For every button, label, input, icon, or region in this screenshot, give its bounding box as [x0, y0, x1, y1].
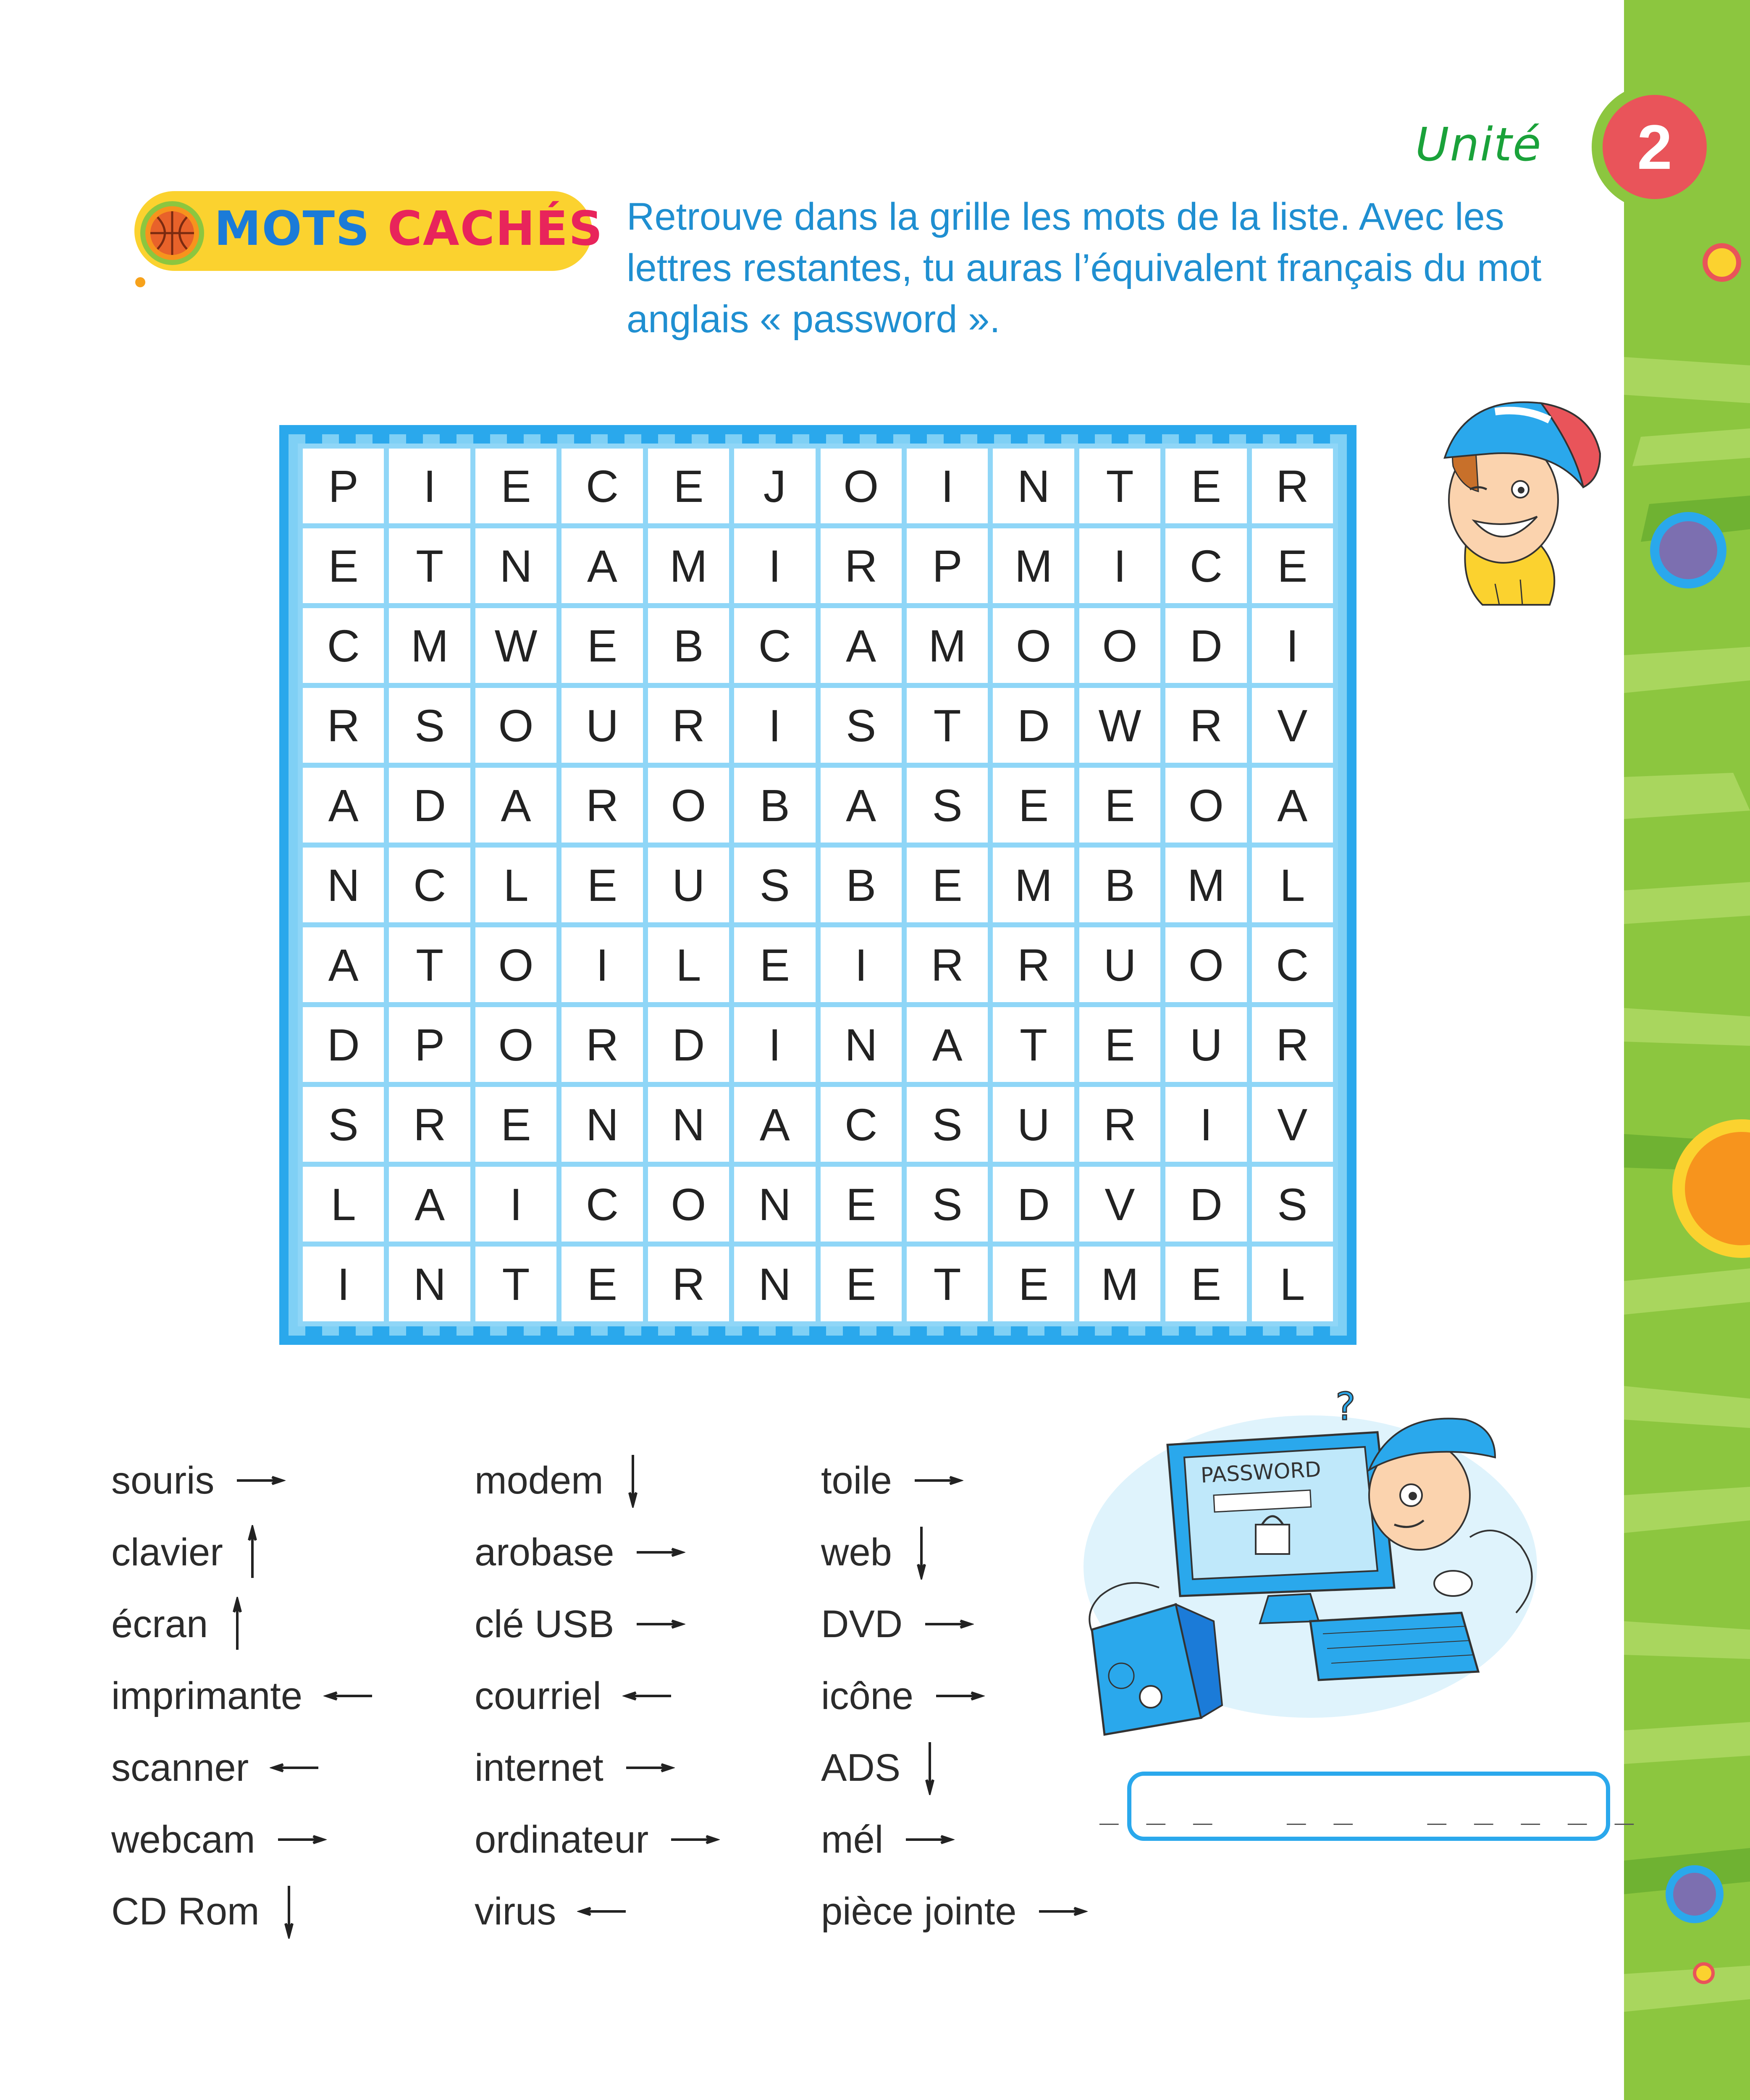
grid-cell[interactable]: N — [561, 1087, 643, 1162]
word-list-item — [111, 1595, 246, 1654]
grid-cell[interactable]: U — [561, 688, 643, 763]
grid-cell[interactable]: M — [389, 608, 470, 683]
grid-cell[interactable]: T — [907, 688, 988, 763]
grid-cell[interactable]: E — [561, 1247, 643, 1321]
grid-cell[interactable]: A — [907, 1007, 988, 1082]
grid-cell[interactable]: R — [993, 927, 1074, 1002]
grid-cell[interactable]: M — [993, 848, 1074, 922]
grid-cell[interactable]: O — [1079, 608, 1160, 683]
word-list-item — [475, 1451, 641, 1510]
screen-password-text: PASSWORD — [1200, 1457, 1322, 1488]
page-title — [214, 202, 603, 256]
grid-cell[interactable]: U — [648, 848, 729, 922]
grid-cell[interactable]: D — [389, 768, 470, 843]
grid-cell[interactable]: E — [1165, 449, 1246, 523]
grid-cell[interactable]: A — [303, 927, 384, 1002]
grid-cell[interactable]: M — [648, 528, 729, 603]
grid-cell[interactable]: R — [561, 768, 643, 843]
grid-cell[interactable]: D — [648, 1007, 729, 1082]
grid-cell[interactable]: D — [1165, 1167, 1246, 1242]
grid-cell[interactable]: O — [475, 1007, 556, 1082]
arrow-right-icon — [934, 1688, 985, 1704]
grid-cell[interactable]: W — [1079, 688, 1160, 763]
grid-cell[interactable]: R — [648, 1247, 729, 1321]
arrow-right-icon — [913, 1472, 963, 1489]
word-list-item — [111, 1810, 327, 1869]
grid-cell[interactable]: L — [648, 927, 729, 1002]
grid-cell[interactable]: I — [734, 1007, 815, 1082]
grid-cell[interactable]: M — [1165, 848, 1246, 922]
grid-cell[interactable]: D — [993, 1167, 1074, 1242]
basketball-icon — [139, 200, 206, 267]
arrow-right-icon — [635, 1544, 685, 1561]
grid-cell[interactable]: I — [734, 688, 815, 763]
grid-cell[interactable]: A — [303, 768, 384, 843]
grid-cell[interactable]: C — [389, 848, 470, 922]
word-text: imprimante — [111, 1674, 303, 1717]
word-list-item — [475, 1882, 627, 1941]
word-text: ordinateur — [475, 1818, 649, 1861]
arrow-left-icon — [622, 1688, 673, 1704]
grid-cell[interactable]: N — [734, 1247, 815, 1321]
grid-cell[interactable]: E — [648, 449, 729, 523]
decorative-dot — [135, 277, 145, 287]
grid-cell[interactable]: U — [993, 1087, 1074, 1162]
boy-wink-illustration — [1415, 386, 1613, 609]
grid-cell[interactable]: D — [1165, 608, 1246, 683]
grid-cell[interactable]: V — [1079, 1167, 1160, 1242]
grid-cell[interactable]: I — [734, 528, 815, 603]
grid-cell[interactable]: T — [389, 927, 470, 1002]
grid-cell[interactable]: E — [1079, 768, 1160, 843]
grid-cell[interactable]: B — [1079, 848, 1160, 922]
word-text: clé USB — [475, 1602, 614, 1646]
unit-label: Unité — [1415, 118, 1542, 171]
word-list-item — [821, 1451, 963, 1510]
grid-cell[interactable]: A — [389, 1167, 470, 1242]
grid-cell[interactable]: E — [303, 528, 384, 603]
arrow-up-icon — [244, 1525, 261, 1580]
grid-cell[interactable]: S — [907, 1087, 988, 1162]
grid-cell[interactable]: N — [648, 1087, 729, 1162]
title-word-mots: MOTS — [214, 202, 370, 256]
grid-cell[interactable]: C — [1165, 528, 1246, 603]
word-text: internet — [475, 1746, 603, 1789]
grid-cell[interactable]: A — [821, 608, 902, 683]
unit-number-badge: 2 — [1592, 84, 1718, 210]
grid-cell[interactable]: P — [303, 449, 384, 523]
grid-cell[interactable]: I — [561, 927, 643, 1002]
grid-cell[interactable]: I — [821, 927, 902, 1002]
arrow-right-icon — [669, 1831, 720, 1848]
grid-cell[interactable]: A — [475, 768, 556, 843]
grid-cell[interactable]: O — [475, 688, 556, 763]
grid-cell[interactable]: E — [821, 1247, 902, 1321]
arrow-right-icon — [904, 1831, 955, 1848]
word-list-item — [111, 1738, 320, 1797]
grid-cell[interactable]: N — [821, 1007, 902, 1082]
grid-cell[interactable]: E — [561, 848, 643, 922]
word-list-item — [475, 1738, 675, 1797]
grid-cell[interactable]: I — [475, 1167, 556, 1242]
grid-cell[interactable]: E — [993, 1247, 1074, 1321]
word-list-item — [475, 1667, 673, 1725]
grid-cell[interactable]: R — [907, 927, 988, 1002]
grid-cell[interactable]: V — [1252, 688, 1333, 763]
word-list-item — [475, 1810, 720, 1869]
word-text: scanner — [111, 1746, 249, 1789]
grid-cell[interactable]: T — [389, 528, 470, 603]
grid-cell[interactable]: C — [561, 449, 643, 523]
grid-cell[interactable]: R — [1165, 688, 1246, 763]
decorative-side-strip — [1624, 0, 1750, 2100]
grid-cell[interactable]: O — [993, 608, 1074, 683]
grid-cell[interactable]: R — [821, 528, 902, 603]
grid-cell[interactable]: R — [389, 1087, 470, 1162]
grid-cell[interactable]: T — [907, 1247, 988, 1321]
grid-cell[interactable]: U — [1165, 1007, 1246, 1082]
grid-cell[interactable]: A — [561, 528, 643, 603]
grid-cell[interactable]: B — [648, 608, 729, 683]
answer-box[interactable] — [1099, 1772, 1638, 1841]
grid-cell[interactable]: S — [907, 768, 988, 843]
grid-cell[interactable]: O — [821, 449, 902, 523]
grid-cell[interactable]: M — [993, 528, 1074, 603]
arrow-right-icon — [635, 1616, 685, 1633]
question-mark: ? — [1335, 1386, 1356, 1429]
grid-cell[interactable]: T — [993, 1007, 1074, 1082]
word-list-item — [111, 1523, 261, 1582]
word-list-item — [821, 1738, 938, 1797]
arrow-left-icon — [577, 1903, 627, 1920]
arrow-right-icon — [924, 1616, 974, 1633]
grid-cell[interactable]: U — [1079, 927, 1160, 1002]
grid-cell[interactable]: D — [303, 1007, 384, 1082]
grid-cell[interactable]: E — [907, 848, 988, 922]
grid-cell[interactable]: O — [1165, 927, 1246, 1002]
grid-cell[interactable]: L — [1252, 1247, 1333, 1321]
word-text: CD Rom — [111, 1890, 260, 1933]
arrow-left-icon — [323, 1688, 374, 1704]
grid-cell[interactable]: R — [648, 688, 729, 763]
word-text: clavier — [111, 1530, 223, 1574]
grid-cell[interactable]: N — [475, 528, 556, 603]
grid-cell[interactable]: E — [1079, 1007, 1160, 1082]
grid-cell[interactable]: M — [907, 608, 988, 683]
arrow-right-icon — [276, 1831, 327, 1848]
grid-cell[interactable]: I — [389, 449, 470, 523]
grid-cell[interactable]: I — [1252, 608, 1333, 683]
word-search-frame — [279, 425, 1356, 1345]
grid-cell[interactable]: P — [907, 528, 988, 603]
word-list-item — [821, 1523, 930, 1582]
grid-cell[interactable]: A — [821, 768, 902, 843]
grid-cell[interactable]: S — [1252, 1167, 1333, 1242]
grid-cell[interactable]: N — [993, 449, 1074, 523]
grid-cell[interactable]: N — [734, 1167, 815, 1242]
grid-cell[interactable]: C — [1252, 927, 1333, 1002]
grid-cell[interactable]: R — [303, 688, 384, 763]
grid-cell[interactable]: D — [993, 688, 1074, 763]
grid-cell[interactable]: B — [734, 768, 815, 843]
arrow-up-icon — [229, 1597, 246, 1651]
grid-cell[interactable]: I — [303, 1247, 384, 1321]
grid-cell[interactable]: C — [821, 1087, 902, 1162]
word-text: courriel — [475, 1674, 601, 1717]
word-text: modem — [475, 1459, 603, 1502]
grid-cell[interactable]: L — [1252, 848, 1333, 922]
arrow-right-icon — [1037, 1903, 1088, 1920]
grid-cell[interactable]: W — [475, 608, 556, 683]
arrow-down-icon — [624, 1453, 641, 1508]
word-list-item — [821, 1882, 1088, 1941]
grid-cell[interactable]: E — [993, 768, 1074, 843]
grid-cell[interactable]: M — [1079, 1247, 1160, 1321]
word-list-item — [111, 1667, 374, 1725]
grid-cell[interactable]: J — [734, 449, 815, 523]
word-list-item — [821, 1810, 955, 1869]
arrow-down-icon — [913, 1525, 930, 1580]
grid-cell[interactable]: E — [561, 608, 643, 683]
grid-cell[interactable]: E — [475, 449, 556, 523]
grid-cell[interactable]: I — [907, 449, 988, 523]
grid-cell[interactable]: A — [1252, 768, 1333, 843]
arrow-right-icon — [624, 1759, 675, 1776]
word-text: arobase — [475, 1530, 614, 1574]
grid-cell[interactable]: O — [648, 768, 729, 843]
grid-cell[interactable]: E — [734, 927, 815, 1002]
grid-cell[interactable]: S — [907, 1167, 988, 1242]
grid-cell[interactable]: N — [303, 848, 384, 922]
word-search-grid — [298, 444, 1338, 1326]
grid-cell[interactable]: L — [303, 1167, 384, 1242]
grid-cell[interactable]: R — [1252, 1007, 1333, 1082]
word-text: web — [821, 1530, 892, 1574]
grid-cell[interactable]: V — [1252, 1087, 1333, 1162]
word-list-item — [111, 1451, 286, 1510]
grid-cell[interactable]: T — [475, 1247, 556, 1321]
grid-cell[interactable]: R — [561, 1007, 643, 1082]
word-text: pièce jointe — [821, 1890, 1017, 1933]
word-text: webcam — [111, 1818, 255, 1861]
word-list-item — [111, 1882, 297, 1941]
grid-cell[interactable]: C — [303, 608, 384, 683]
computer-password-illustration — [1075, 1386, 1558, 1756]
grid-cell[interactable]: E — [475, 1087, 556, 1162]
arrow-down-icon — [921, 1740, 938, 1795]
grid-cell[interactable]: O — [1165, 768, 1246, 843]
grid-cell[interactable]: E — [1252, 528, 1333, 603]
grid-cell[interactable]: I — [1165, 1087, 1246, 1162]
word-list-item — [475, 1523, 685, 1582]
word-text: ADS — [821, 1746, 901, 1789]
instruction-text: Retrouve dans la grille les mots de la liste. Avec les lettres restantes, tu auras l’équivalent français du mot anglais « password ». — [627, 195, 1542, 341]
grid-cell[interactable]: E — [821, 1167, 902, 1242]
grid-cell[interactable]: I — [1079, 528, 1160, 603]
word-text: souris — [111, 1459, 215, 1502]
word-list-item — [821, 1595, 974, 1654]
grid-cell[interactable]: E — [1165, 1247, 1246, 1321]
word-list-item — [821, 1667, 985, 1725]
word-text: mél — [821, 1818, 884, 1861]
word-text: icône — [821, 1674, 913, 1717]
title-word-caches: CACHÉS — [387, 202, 603, 256]
arrow-right-icon — [235, 1472, 286, 1489]
grid-cell[interactable]: R — [1079, 1087, 1160, 1162]
grid-cell[interactable]: O — [475, 927, 556, 1002]
grid-cell[interactable]: T — [1079, 449, 1160, 523]
grid-cell[interactable]: P — [389, 1007, 470, 1082]
grid-cell[interactable]: A — [734, 1087, 815, 1162]
grid-cell[interactable]: L — [475, 848, 556, 922]
grid-cell[interactable]: C — [734, 608, 815, 683]
grid-cell[interactable]: S — [821, 688, 902, 763]
grid-cell[interactable]: S — [389, 688, 470, 763]
grid-cell[interactable]: B — [821, 848, 902, 922]
answer-blanks: _ _ _ _ _ _ _ _ _ _ — [1099, 1788, 1638, 1825]
arrow-left-icon — [270, 1759, 320, 1776]
grid-cell[interactable]: R — [1252, 449, 1333, 523]
word-text: écran — [111, 1602, 208, 1646]
word-text: virus — [475, 1890, 556, 1933]
word-list-item — [475, 1595, 685, 1654]
grid-cell[interactable]: S — [303, 1087, 384, 1162]
grid-cell[interactable]: S — [734, 848, 815, 922]
grid-cell[interactable]: N — [389, 1247, 470, 1321]
arrow-down-icon — [281, 1884, 297, 1939]
word-text: DVD — [821, 1602, 903, 1646]
grid-cell[interactable]: O — [648, 1167, 729, 1242]
word-text: toile — [821, 1459, 892, 1502]
grid-cell[interactable]: C — [561, 1167, 643, 1242]
